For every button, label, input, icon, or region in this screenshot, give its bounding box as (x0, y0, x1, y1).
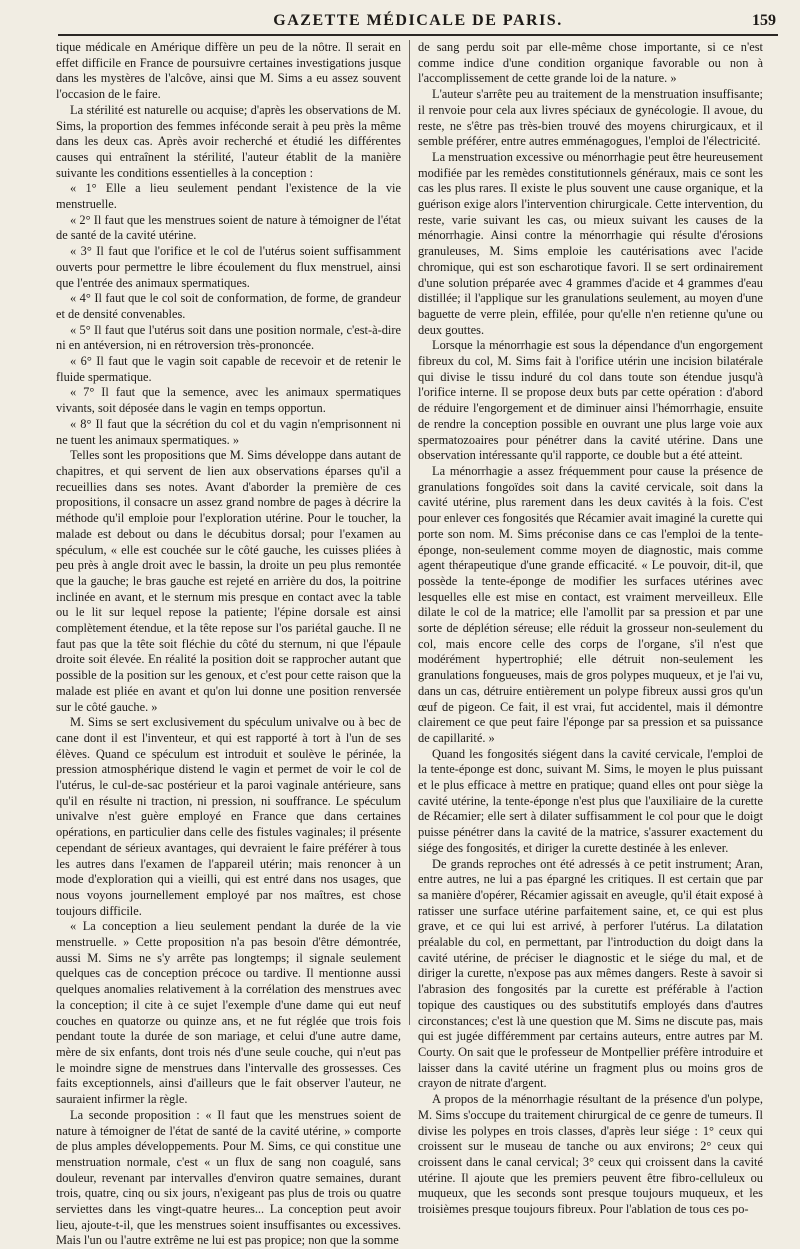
paragraph: De grands reproches ont été adressés à ce petit instrument; Aran, entre autres, ne lui a pas épargné les critiques. Il est certain que par sa manière d'opérer, Récamier agissait en aveugle, qu'il était exposé à ratisser une surface utérine parfaitement saine, et, ce qui est plus grave, et ce qui lui est arrivé, à perforer l'utérus. La dilatation préalable du col, en permettant, par l'introduction du doigt dans la cavité utérine, de préciser le diagnostic et le siége du mal, et de diriger la curette, n'expose pas aux mêmes dangers. Reste à savoir si l'abrasion des fongosités par la curette est préférable à l'action topique des caustiques ou des substitutifs employés dans d'autres circonstances; c'est là une question que M. Sims ne discute pas, mais qui est jugée différemment par certains auteurs, entre autres par M. Courty. On sait que le professeur de Montpellier préfère introduire et laisser dans la cavité utérine un fragment plus ou moins gros de crayon de nitrate d'argent. (418, 856, 763, 1091)
paragraph: Telles sont les propositions que M. Sims développe dans autant de chapitres, et qui servent de lien aux observations éparses qu'il a recueillies dans ses notes. Avant d'aborder la première de ces propositions, il consacre un assez grand nombre de pages à décrire la méthode qu'il emploie pour l'exploration utérine. Pour le toucher, la malade est debout ou dans le décubitus dorsal; pour l'examen au spéculum, « elle est couchée sur le côté gauche, les cuisses pliées à peu près à angle droit avec le bassin, la droite un peu plus remontée que la gauche; le bras gauche est rejeté en arrière du dos, la poitrine inclinée en avant, et le sternum mis presque en contact avec la table ou le lit sur lequel repose la patiente; l'épine dorsale est ainsi complètement étendue, et la tête repose sur l'os pariétal gauche. Il ne faut pas que la tête soit fléchie du côté du sternum, ni que l'épaule droite soit élevée. En réalité la position doit se rapprocher autant que possible de la position sur les genoux, et c'est pour cette raison que la malade est pliée en avant et qu'on lui donne une position renversée sur le côté gauche. » (56, 448, 401, 714)
list-item: « 6° Il faut que le vagin soit capable de recevoir et de retenir le fluide spermatique. (56, 354, 401, 384)
paragraph: La menstruation excessive ou ménorrhagie peut être heureusement modifiée par les remèdes constitutionnels généraux, mais ce sont les cas les plus rares. Il existe le plus souvent une cause organique, et la guérison exige alors l'intervention chirurgicale. Cette intervention, du reste, varie suivant les cas, ou mieux suivant les causes de la ménorrhagie. Ainsi contre la ménorrhagie qui résulte d'érosions granuleuses, M. Sims emploie les cautérisations avec l'acide chromique, qui est son escharotique favori. Il se sert ordinairement d'une solution préparée avec 4 grammes d'acide et 4 grammes d'eau distillée; il l'applique sur les granulations seulement, au moyen d'une baguette de verre plein, effilée, pour qu'elle n'en retienne qu'une ou deux gouttes. (418, 149, 763, 337)
list-item: « 5° Il faut que l'utérus soit dans une position normale, c'est-à-dire ni en antéversion, ni en rétroversion très-prononcée. (56, 322, 401, 353)
paragraph: La seconde proposition : « Il faut que les menstrues soient de nature à témoigner de l'état de santé de la cavité utérine, » comporte de plus amples développements. Pour M. Sims, ce qui constitue une menstruation normale, c'est « un flux de sang non coagulé, sans douleur, revenant par intervalles d'environ quatre semaines, durant trois, quatre, cinq ou six jours, n'exigeant pas plus de trois ou quatre serviettes dans les vingt-quatre heures... La conception peut avoir lieu, ajoute-t-il, que les menstrues soient insuffisantes ou excessives. Mais l'un ou l'autre extrême ne lui est pas propice; non que la somme (56, 1107, 401, 1248)
paragraph: La stérilité est naturelle ou acquise; d'après les observations de M. Sims, la proportion des femmes inféconde serait à peu près la même dans les deux cas. Après avoir recherché et étudié les différentes causes qui entraînent la stérilité, l'auteur établit de la manière suivante les conditions essentielles à la conception : (56, 102, 401, 180)
list-item: « 1° Elle a lieu seulement pendant l'existence de la vie menstruelle. (56, 181, 401, 212)
page-number: 159 (752, 12, 776, 29)
list-item: « 4° Il faut que le col soit de conformation, de forme, de grandeur et de densité convenables. (56, 291, 401, 321)
paragraph: tique médicale en Amérique diffère un peu de la nôtre. Il serait en effet difficile en France de poursuivre certaines investigations jusque dans les mystères de l'alcôve, ainsi que M. Sims a eu assez souvent l'occasion de le faire. (56, 40, 401, 102)
right-column (418, 40, 763, 1217)
paragraph: Quand les fongosités siégent dans la cavité cervicale, l'emploi de la tente-éponge est donc, suivant M. Sims, le moyen le plus puissant et le plus efficace à mettre en pratique; quand elles ont pour siège la cavité utérine, la tente-éponge n'est plus que l'auxiliaire de la curette de Récamier; elle sert à dilater suffisamment le col pour que le doigt puisse pénétrer dans la cavité de la matrice, s'assurer exactement du siége des fongosités, et diriger la curette destinée à les enlever. (418, 746, 763, 855)
paragraph: « La conception a lieu seulement pendant la durée de la vie menstruelle. » Cette proposition n'a pas besoin d'être démontrée, aussi M. Sims ne s'y arrête pas longtemps; il signale seulement quelques cas de conception précoce ou tardive. Il mentionne aussi quelques anomalies relativement à la corrélation des menstrues avec la conception; il cite à ce sujet l'exemple d'une dame qui eut neuf couches en quatorze ou quinze ans, et ne fut réglée que trois fois pendant toute la durée de son mariage, et celui d'une autre dame, mère de six enfants, dont trois nés d'une seule couche, qui n'eut pas le moindre signe de menstrues dans l'intervalle des grossesses. Ces faits exceptionnels, ainsi d'ailleurs que le fait observer l'auteur, ne sauraient infirmer la règle. (56, 919, 401, 1107)
list-item: « 7° Il faut que la semence, avec les animaux spermatiques vivants, soit déposée dans le vagin en temps opportun. (56, 385, 401, 416)
list-item: « 3° Il faut que l'orifice et le col de l'utérus soient suffisamment ouverts pour permettre le libre écoulement du flux menstruel, ainsi que l'entrée des animaux spermatiques. (56, 244, 401, 290)
left-column (56, 40, 401, 1248)
list-item: « 8° Il faut que la sécrétion du col et du vagin n'emprisonnent ni ne tuent les animaux spermatiques. » (56, 416, 401, 447)
running-title: GAZETTE MÉDICALE DE PARIS. (273, 12, 563, 29)
paragraph: M. Sims se sert exclusivement du spéculum univalve ou à bec de cane dont il est l'inventeur, et qui est rapporté à tort à l'un de ses élèves. Quand ce spéculum est introduit et soulève le périnée, la pression atmosphérique distend le vagin et permet de voir le col de l'utérus, le cul-de-sac postérieur et la paroi vaginale antérieure, sans qu'il en résulte ni traction, ni pression, ni souffrance. Le spéculum univalve n'est guère employé en France que dans certaines opérations, en particulier dans celle des fistules vaginales; il présente cependant de sérieux avantages, qui devraient le faire préférer à tous les autres dans l'examen de l'appareil utérin; mais renoncer à un mode d'exploration qui a vieilli, qui est entré dans nos usages, que nous voyons journellement employé par nos maîtres, est chose toujours difficile. (56, 715, 401, 918)
list-item: « 2° Il faut que les menstrues soient de nature à témoigner de l'état de santé de la cavité utérine. (56, 212, 401, 243)
paragraph: L'auteur s'arrête peu au traitement de la menstruation insuffisante; il renvoie pour cela aux livres spéciaux de gynécologie. Il avoue, du reste, ne s'être pas très-bien trouvé des moyens chirurgicaux, et il semble préférer, entre autres emménagogues, l'emploi de l'électricité. (418, 87, 763, 149)
paragraph: A propos de la ménorrhagie résultant de la présence d'un polype, M. Sims s'occupe du traitement chirurgical de ce genre de tumeurs. Il divise les polypes en trois classes, d'après leur siége : 1° ceux qui croissent sur le museau de tanche ou aux environs; 2° ceux qui croissent dans le canal cervical; 3° ceux qui croissent dans la cavité utérine. Il ajoute que les premiers peuvent être fibro-celluleux ou muqueux, que les seconds sont presque toujours muqueux, et les troisièmes presque toujours fibreux. Pour l'ablation de tous ces po- (418, 1092, 763, 1217)
paragraph: La ménorrhagie a assez fréquemment pour cause la présence de granulations fongoïdes soit dans la cavité cervicale, soit dans la cavité utérine, plus rarement dans les deux cavités à la fois. C'est pour enlever ces fongosités que Récamier avait imaginé la curette qui porte son nom. M. Sims préconise dans ce cas l'emploi de la tente-éponge, non-seulement comme moyen de diagnostic, mais comme agent thérapeutique d'une grande efficacité. « Le pouvoir, dit-il, que possède la tente-éponge de modifier les surfaces utérines avec lesquelles elle est mise en contact, est vraiment merveilleux. Elle dilate le col de la matrice; elle l'amollit par sa pression et par une sorte de déplétion séreuse; elle réduit la grosseur non-seulement du col, mais encore celle des corps de l'organe, s'il n'est que modérément hypertrophié; elle détruit non-seulement les granulations fongueuses, mais de gros polypes muqueux, et je l'ai vu, dans un cas, détruire entièrement un polype fibreux aussi gros qu'un œuf de pigeon. Ce fait, il est vrai, fut accidentel, mais il démontre clairement ce que peut faire l'éponge par sa pression et sa puissance de capillarité. » (418, 463, 763, 745)
column-divider (409, 40, 410, 1025)
page-header (58, 10, 778, 36)
paragraph: de sang perdu soit par elle-même chose importante, si ce n'est comme indice d'une condition organique favorable ou non à l'accomplissement de cette grande loi de la nature. » (418, 40, 763, 86)
paragraph: Lorsque la ménorrhagie est sous la dépendance d'un engorgement fibreux du col, M. Sims fait à l'orifice utérin une incision bilatérale qui divise le tissu induré du col dans toute son étendue jusqu'à l'orifice interne. Il se propose deux buts par cette opération : d'abord de réduire l'engorgement et de diminuer ainsi l'hémorrhagie, ensuite de rendre la conception possible en ouvrant une plus large voie aux spermatozoaires pour pénétrer dans la cavité utérine. Dans une observation intéressante qu'il rapporte, ce double but a été atteint. (418, 338, 763, 463)
